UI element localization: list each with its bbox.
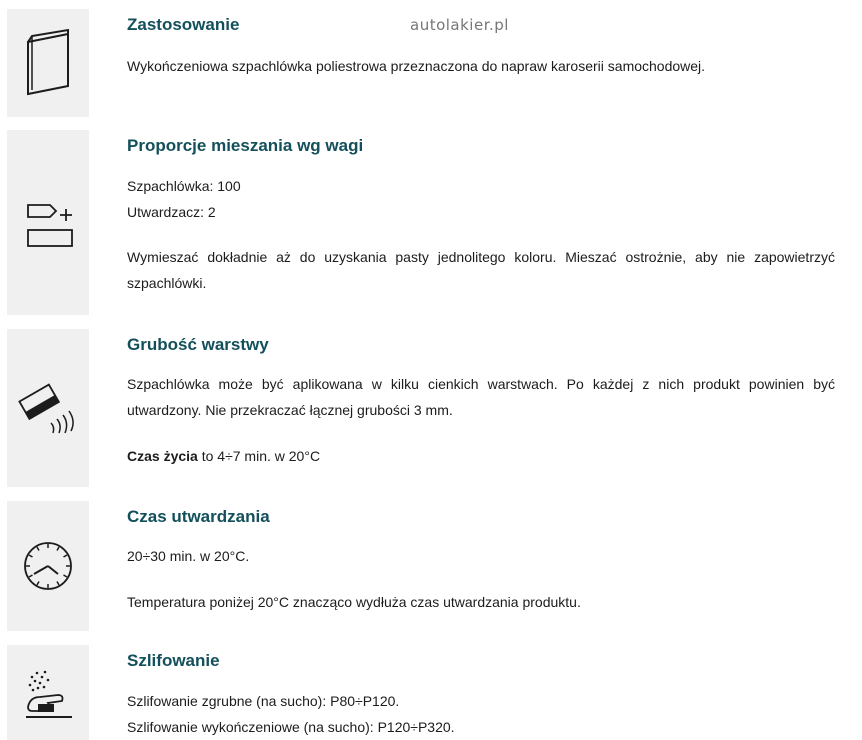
section-heading: Proporcje mieszania wg wagi bbox=[127, 136, 364, 155]
pot-life-value: to 4÷7 min. w 20°C bbox=[197, 448, 321, 464]
icon-box bbox=[7, 329, 89, 487]
icon-box bbox=[7, 501, 89, 631]
book-icon bbox=[18, 28, 78, 98]
clock-icon bbox=[20, 538, 76, 594]
sanding-icon bbox=[18, 663, 78, 723]
section-heading: Grubość warstwy bbox=[127, 335, 269, 354]
icon-box bbox=[7, 645, 89, 740]
section-heading: Zastosowanie bbox=[127, 15, 240, 34]
pot-life-label: Czas życia bbox=[127, 448, 198, 464]
section-text: Wymieszać dokładnie aż do uzyskania pasty jednolitego koloru. Mieszać ostrożnie, aby nie zapowietrzyć szpachlówki. bbox=[127, 249, 835, 291]
section-text: Temperatura poniżej 20°C znacząco wydłuża czas utwardzania produktu. bbox=[127, 594, 581, 610]
pot-life bbox=[127, 443, 835, 469]
sanding-line: Szlifowanie wykończeniowe (na sucho): P120÷P320. bbox=[127, 719, 455, 735]
sanding-line: Szlifowanie zgrubne (na sucho): P80÷P120. bbox=[127, 693, 400, 709]
spatula-icon bbox=[17, 377, 79, 439]
watermark: autolakier.pl bbox=[410, 16, 509, 34]
mix-line: Szpachlówka: 100 bbox=[127, 178, 241, 194]
section-text: Szpachlówka może być aplikowana w kilku cienkich warstwach. Po każdej z nich produkt powinien być utwardzony. Nie przekraczać łącznej grubości 3 mm. bbox=[127, 376, 835, 418]
section-heading: Szlifowanie bbox=[127, 651, 220, 670]
icon-box bbox=[7, 130, 89, 315]
curing-line: 20÷30 min. w 20°C. bbox=[127, 548, 250, 564]
icon-box bbox=[7, 9, 89, 117]
section-text: Wykończeniowa szpachlówka poliestrowa przeznaczona do napraw karoserii samochodowej. bbox=[127, 58, 706, 74]
mixing-ratio-icon bbox=[18, 193, 78, 253]
section-heading: Czas utwardzania bbox=[127, 507, 270, 526]
mix-line: Utwardzacz: 2 bbox=[127, 204, 216, 220]
